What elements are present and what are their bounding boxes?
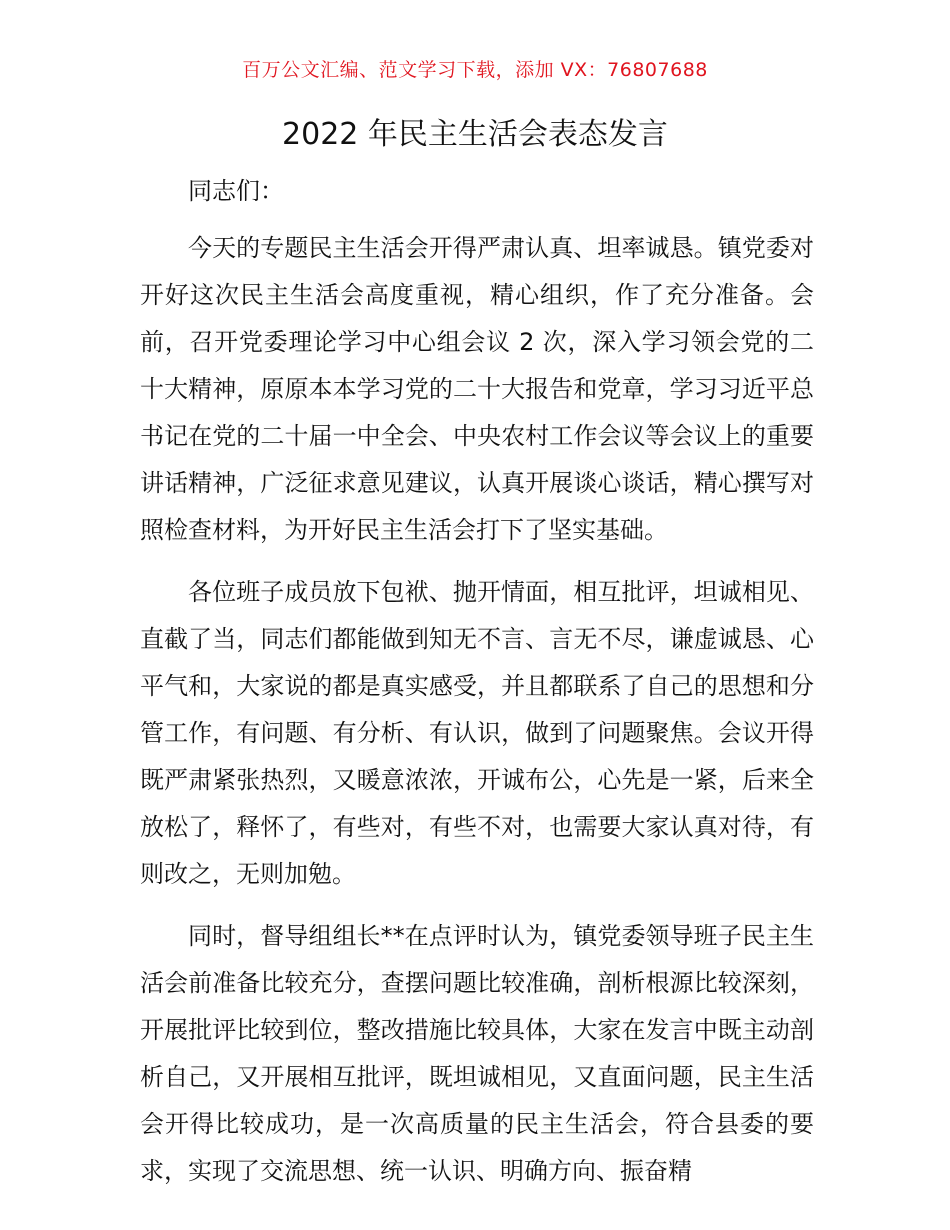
watermark-header-note: 百万公文汇编、范文学习下载，添加 VX：76807688 bbox=[242, 59, 708, 81]
document-title: 2022 年民主生活会表态发言 bbox=[282, 117, 668, 152]
paragraph-3: 同时，督导组组长**在点评时认为，镇党委领导班子民主生活会前准备比较充分，查摆问题比较准确，剖析根源比较深刻，开展批评比较到位，整改措施比较具体，大家在发言中既主动剖析自己，又开展相互批评，既坦诚相见，又直面问题，民主生活会开得比较成功，是一次高质量的民主生活会，符合县委的要求，实现了交流思想、统一认识、明确方向、振奋精 bbox=[140, 922, 814, 1185]
paragraph-1: 今天的专题民主生活会开得严肃认真、坦率诚恳。镇党委对开好这次民主生活会高度重视，精心组织，作了充分准备。会前，召开党委理论学习中心组会议 2 次，深入学习领会党的二十大精神，原原本本学习党的二十大报告和党章，学习习近平总书记在党的二十届一中全会、中央农村工作会议等会议上的重要讲话精神，广泛征求意见建议，认真开展谈心谈话，精心撰写对照检查材料，为开好民主生活会打下了坚实基础。 bbox=[140, 234, 814, 544]
document-body bbox=[140, 168, 814, 1210]
paragraph-2: 各位班子成员放下包袱、抛开情面，相互批评，坦诚相见、直截了当，同志们都能做到知无不言、言无不尽，谦虚诚恳、心平气和，大家说的都是真实感受，并且都联系了自己的思想和分管工作，有问题、有分析、有认识，做到了问题聚焦。会议开得既严肃紧张热烈，又暖意浓浓，开诚布公，心先是一紧，后来全放松了，释怀了，有些对，有些不对，也需要大家认真对待，有则改之，无则加勉。 bbox=[140, 578, 814, 888]
salutation: 同志们： bbox=[188, 177, 284, 205]
